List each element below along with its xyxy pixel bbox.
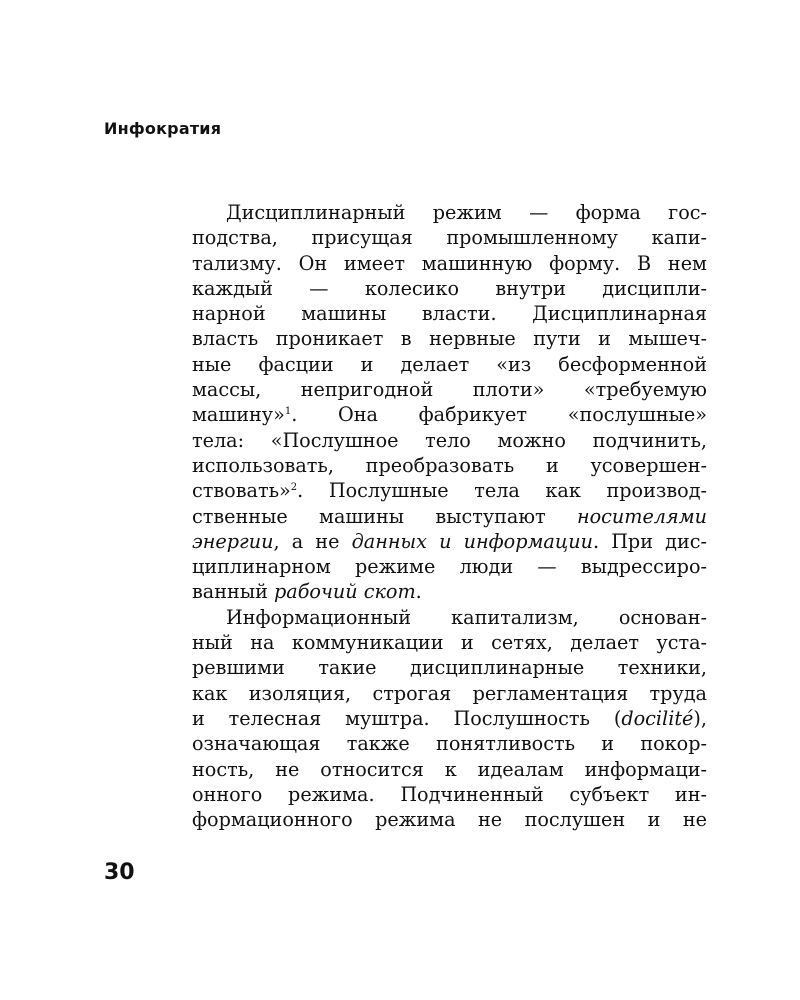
text-line bbox=[192, 478, 707, 503]
text-line: Информационный капитализм, основан- bbox=[226, 605, 707, 629]
text-run: ), bbox=[693, 706, 707, 730]
text-line: ные фасции и делает «из бесформенной bbox=[192, 352, 707, 376]
text-line: циплинарном режиме люди — выдрессиро- bbox=[192, 555, 707, 579]
running-head-title: Инфократия bbox=[104, 119, 222, 138]
text-run: машину» bbox=[192, 403, 285, 427]
text-run: . Послушные тела как производ- bbox=[297, 479, 707, 503]
text-line bbox=[192, 579, 707, 604]
text-line: онного режима. Подчиненный субъект ин- bbox=[192, 782, 707, 806]
page-number: 30 bbox=[104, 860, 135, 885]
text-run: , а не bbox=[273, 529, 352, 553]
text-line: массы, непригодной плоти» «требуемую bbox=[192, 378, 707, 402]
text-run: ствовать» bbox=[192, 479, 291, 503]
text-line bbox=[192, 706, 707, 731]
text-run: и телесная муштра. Послушность ( bbox=[192, 706, 622, 730]
text-run: ванный bbox=[192, 580, 274, 604]
text-line: ный на коммуникации и сетях, делает уста- bbox=[192, 631, 707, 655]
italic-run: данных и информации bbox=[351, 529, 593, 553]
text-line: как изоляция, строгая регламентация труда bbox=[192, 681, 707, 705]
text-line: ность, не относится к идеалам информаци- bbox=[192, 757, 707, 781]
text-run: . bbox=[415, 580, 422, 604]
text-line: власть проникает в нервные пути и мышеч- bbox=[192, 327, 707, 351]
body-text bbox=[192, 200, 707, 832]
text-line bbox=[192, 402, 707, 427]
italic-run: рабочий скот bbox=[273, 580, 416, 604]
italic-run: энергии bbox=[192, 529, 274, 553]
text-line: тализму. Он имеет машинную форму. В нем bbox=[192, 251, 707, 275]
text-line: нарной машины власти. Дисциплинарная bbox=[192, 302, 707, 326]
footnote-ref[interactable]: 2 bbox=[290, 482, 298, 494]
text-line: использовать, преобразовать и усовершен- bbox=[192, 453, 707, 477]
text-line: Дисциплинарный режим — форма гос- bbox=[226, 201, 707, 224]
text-line: означающая также понятливость и покор- bbox=[192, 732, 707, 756]
text-run: ственные машины выступают bbox=[192, 504, 577, 528]
text-line bbox=[192, 504, 707, 529]
text-line: ревшими такие дисциплинарные техники, bbox=[192, 656, 707, 680]
italic-run: docilité bbox=[621, 706, 694, 730]
text-line: формационного режима не послушен и не bbox=[192, 808, 707, 832]
text-run: . При дис- bbox=[592, 529, 708, 553]
text-line: тела: «Послушное тело можно подчинить, bbox=[192, 428, 707, 452]
text-line bbox=[192, 529, 707, 554]
text-line: каждый — колесико внутри дисципли- bbox=[192, 276, 707, 300]
italic-run: носителями bbox=[576, 504, 707, 528]
text-line: подства, присущая промышленному капи- bbox=[192, 226, 707, 250]
text-run: . Она фабрикует «послушные» bbox=[291, 403, 707, 427]
footnote-ref[interactable]: 1 bbox=[284, 406, 292, 418]
